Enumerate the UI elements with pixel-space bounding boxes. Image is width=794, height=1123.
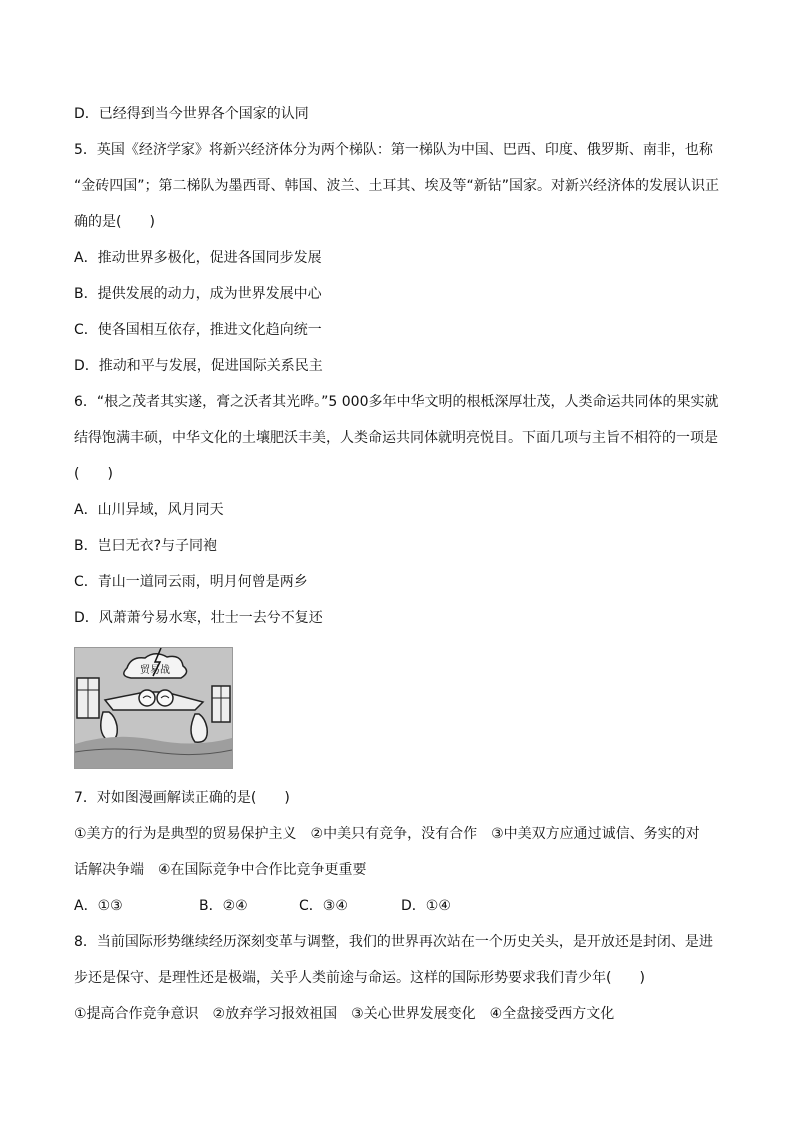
- question-7-option-a: A．①③: [74, 898, 123, 914]
- question-6-stem-line-1: 6．“根之茂者其实遂，膏之沃者其光晔。”5 000多年中华文明的根柢深厚壮茂，人类命运共同体的果实就: [74, 394, 719, 410]
- question-5-option-d: D．推动和平与发展，促进国际关系民主: [74, 358, 323, 374]
- question-6-option-c: C．青山一道同云雨，明月何曾是两乡: [74, 574, 308, 590]
- question-6-option-d: D．风萧萧兮易水寒，壮士一去兮不复还: [74, 610, 323, 626]
- question-8-statements: ①提高合作竞争意识 ②放弃学习报效祖国 ③关心世界发展变化 ④全盘接受西方文化: [74, 1006, 615, 1022]
- question-7-option-b: B．②④: [199, 898, 248, 914]
- question-5-option-b: B．提供发展的动力，成为世界发展中心: [74, 286, 322, 302]
- question-7-option-d: D．①④: [401, 898, 451, 914]
- question-7-option-c: C．③④: [299, 898, 348, 914]
- question-7-stem: 7．对如图漫画解读正确的是( ): [74, 790, 290, 806]
- question-5-option-a: A．推动世界多极化，促进各国同步发展: [74, 250, 322, 266]
- question-5-option-c: C．使各国相互依存，推进文化趋向统一: [74, 322, 322, 338]
- question-6-stem-line-3: ( ): [74, 466, 113, 482]
- question-6-option-a: A．山川异域，风月同天: [74, 502, 224, 518]
- question-5-stem-line-3: 确的是( ): [74, 214, 155, 230]
- cartoon-label: 贸易战: [140, 665, 170, 676]
- question-7-statement-line-1: ①美方的行为是典型的贸易保护主义 ②中美只有竞争，没有合作 ③中美双方应通过诚信、务实的对: [74, 826, 700, 842]
- question-5-stem-line-2: “金砖四国”；第二梯队为墨西哥、韩国、波兰、土耳其、埃及等“新钻”国家。对新兴经济体的发展认识正: [74, 178, 720, 194]
- question-8-stem-line-1: 8．当前国际形势继续经历深刻变革与调整，我们的世界再次站在一个历史关头，是开放还是封闭、是进: [74, 934, 713, 950]
- question-6-stem-line-2: 结得饱满丰硕，中华文化的土壤肥沃丰美，人类命运共同体就明亮悦目。下面几项与主旨不相符的一项是: [74, 430, 718, 446]
- question-7-options: [74, 896, 451, 916]
- question-5-stem-line-1: 5．英国《经济学家》将新兴经济体分为两个梯队：第一梯队为中国、巴西、印度、俄罗斯、南非，也称: [74, 142, 713, 158]
- trade-war-cartoon: [74, 647, 233, 769]
- question-6-option-b: B．岂曰无衣?与子同袍: [74, 538, 218, 554]
- question-4-option-d: D．已经得到当今世界各个国家的认同: [74, 106, 309, 122]
- question-8-stem-line-2: 步还是保守、是理性还是极端，关乎人类前途与命运。这样的国际形势要求我们青少年( ): [74, 970, 645, 986]
- trade-war-cartoon-drawing: [75, 648, 232, 768]
- question-7-statement-line-2: 话解决争端 ④在国际竞争中合作比竞争更重要: [74, 862, 367, 878]
